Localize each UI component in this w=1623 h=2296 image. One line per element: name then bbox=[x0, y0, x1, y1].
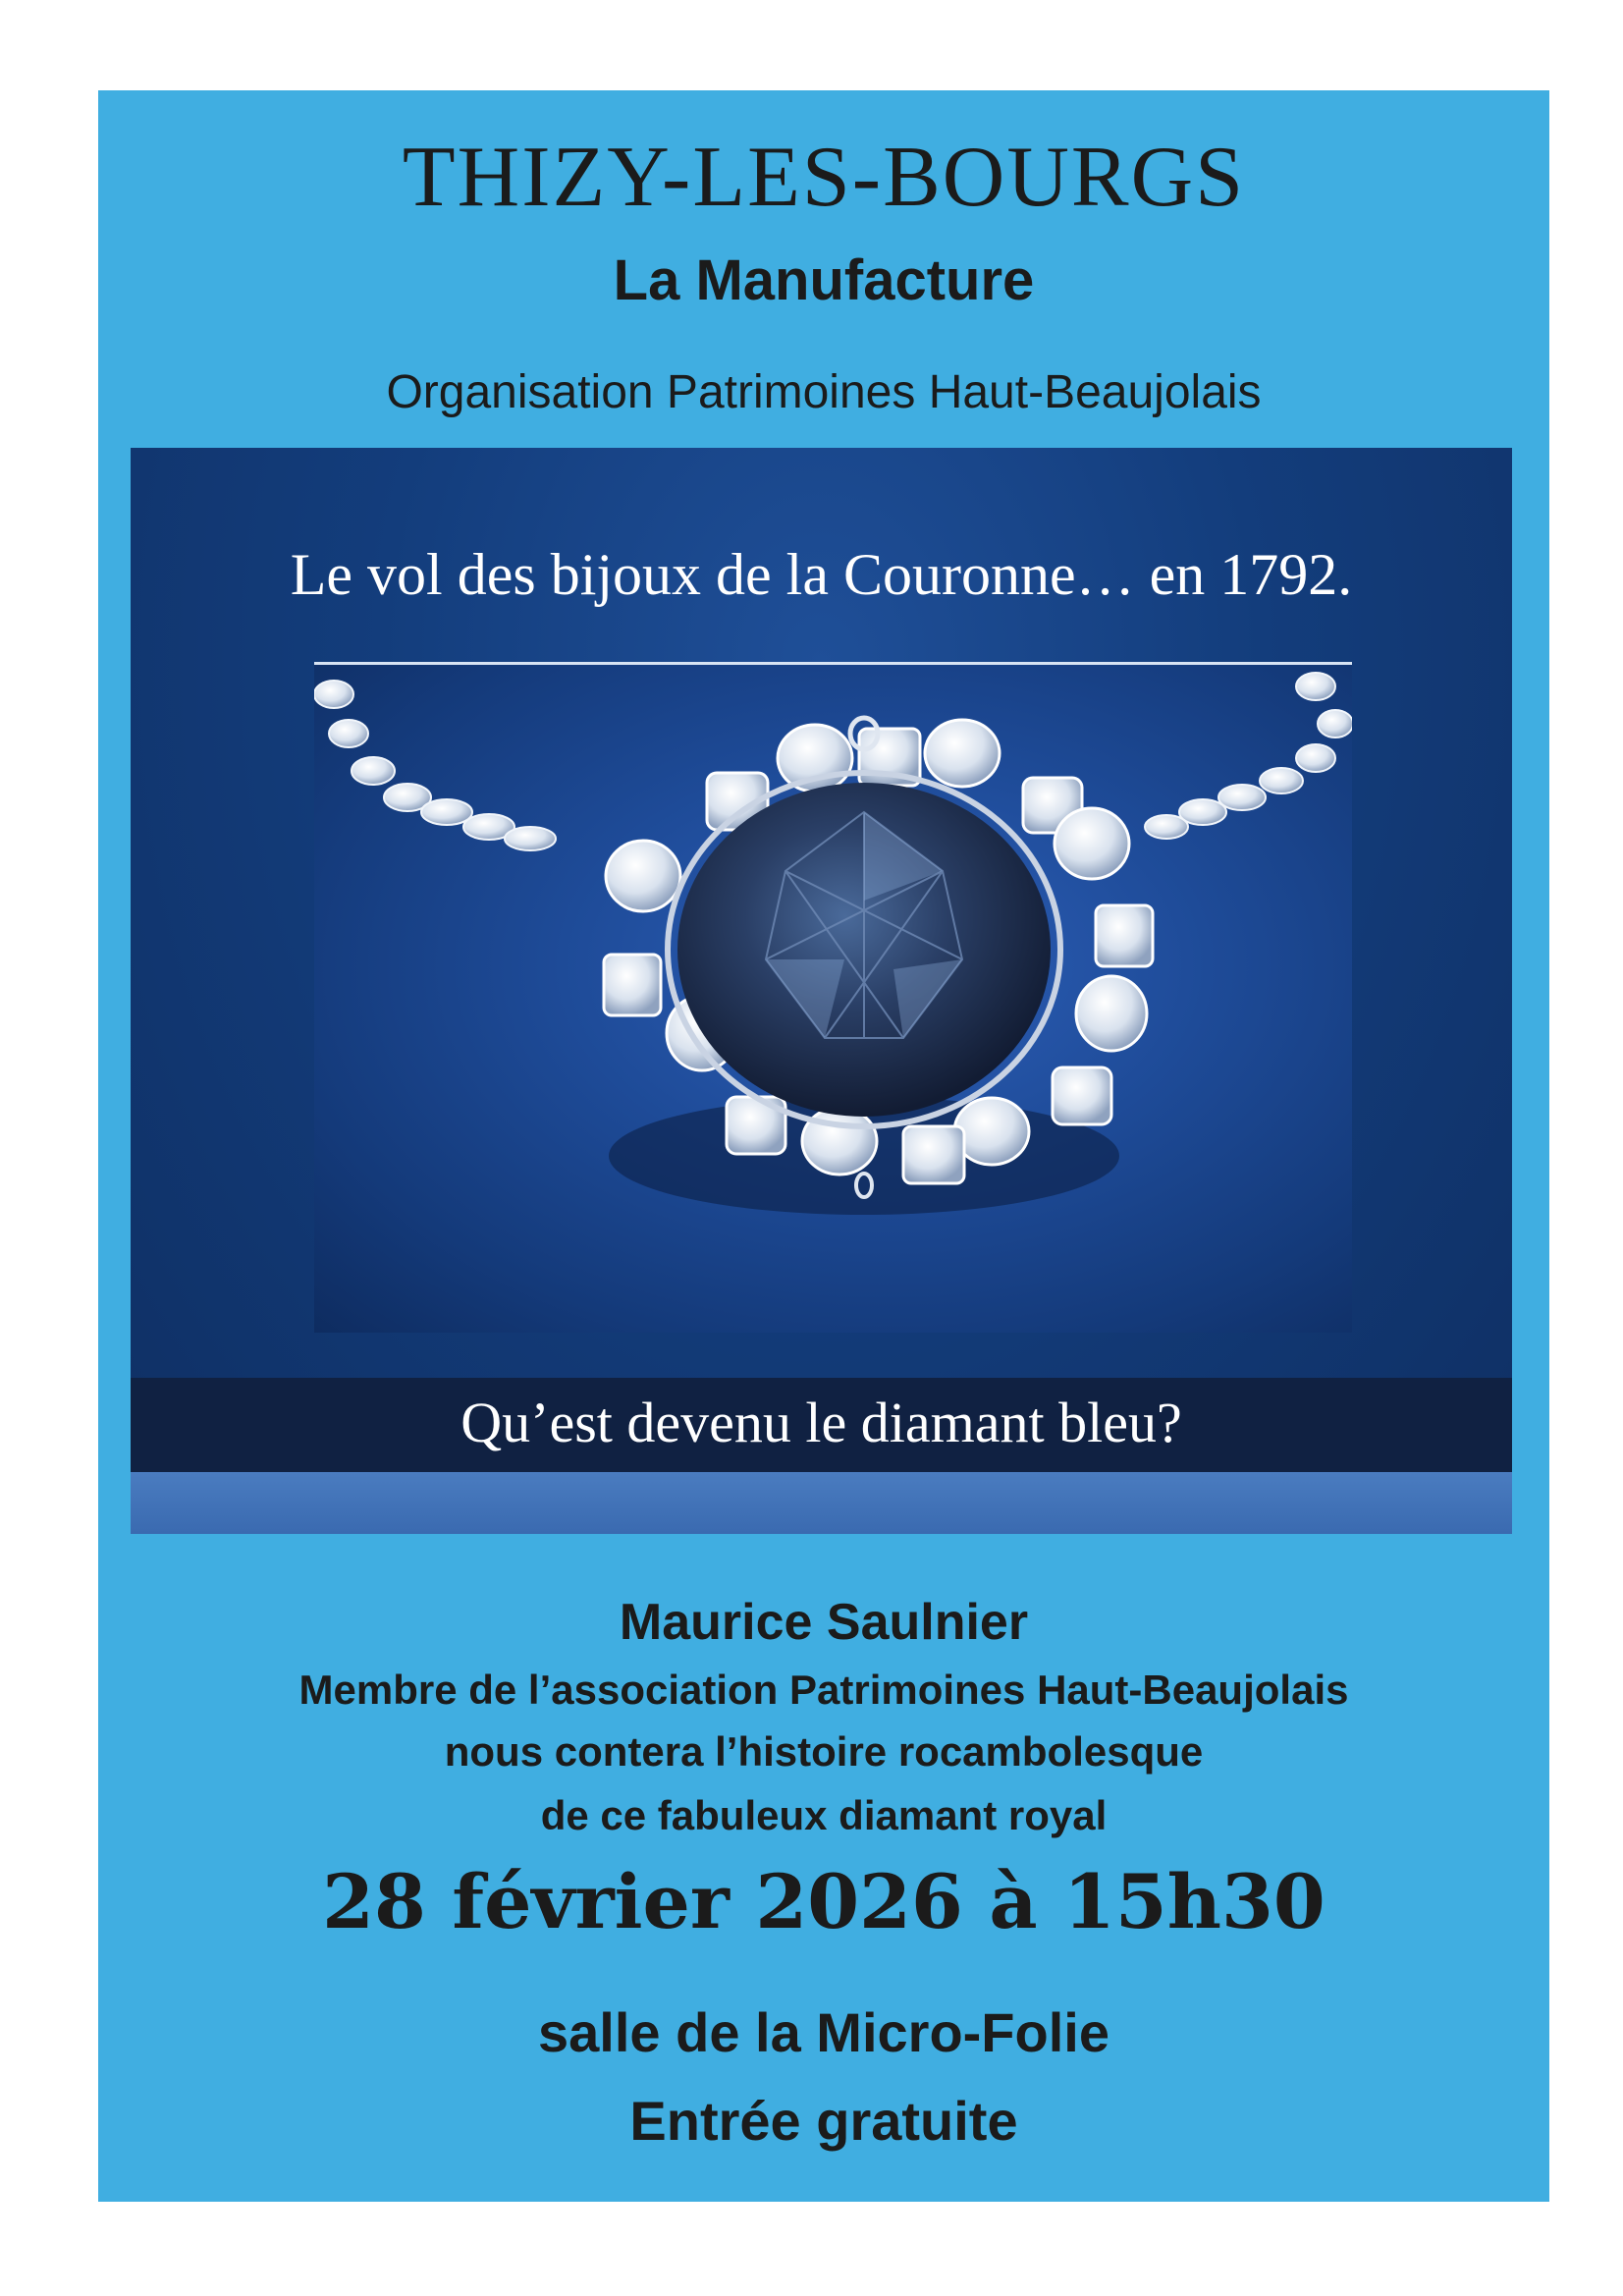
poster bbox=[98, 90, 1549, 2202]
slide-footer-band bbox=[131, 1472, 1512, 1534]
slide-heading: Le vol des bijoux de la Couronne… en 1792. bbox=[290, 542, 1353, 607]
slide-caption: Qu’est devenu le diamant bleu? bbox=[460, 1391, 1182, 1454]
entry-info: Entrée gratuite bbox=[629, 2090, 1018, 2152]
venue-subtitle: La Manufacture bbox=[613, 248, 1035, 312]
blue-diamond-photo bbox=[314, 662, 1352, 1333]
caption-bar bbox=[131, 1378, 1512, 1472]
organisation-line: Organisation Patrimoines Haut-Beaujolais bbox=[386, 366, 1262, 418]
event-venue: salle de la Micro-Folie bbox=[538, 2001, 1109, 2063]
speaker-role: Membre de l’association Patrimoines Haut-Beaujolais bbox=[298, 1667, 1349, 1713]
talk-description-line-1: nous contera l’histoire rocambolesque bbox=[444, 1728, 1204, 1775]
talk-description-line-2: de ce fabuleux diamant royal bbox=[540, 1792, 1108, 1838]
speaker-name: Maurice Saulnier bbox=[619, 1594, 1029, 1651]
event-date: 28 février 2026 à 15h30 bbox=[322, 1858, 1325, 1945]
presentation-slide bbox=[131, 448, 1512, 1534]
diamond-necklace-illustration bbox=[314, 665, 1352, 1333]
town-title: THIZY-LES-BOURGS bbox=[402, 130, 1246, 225]
